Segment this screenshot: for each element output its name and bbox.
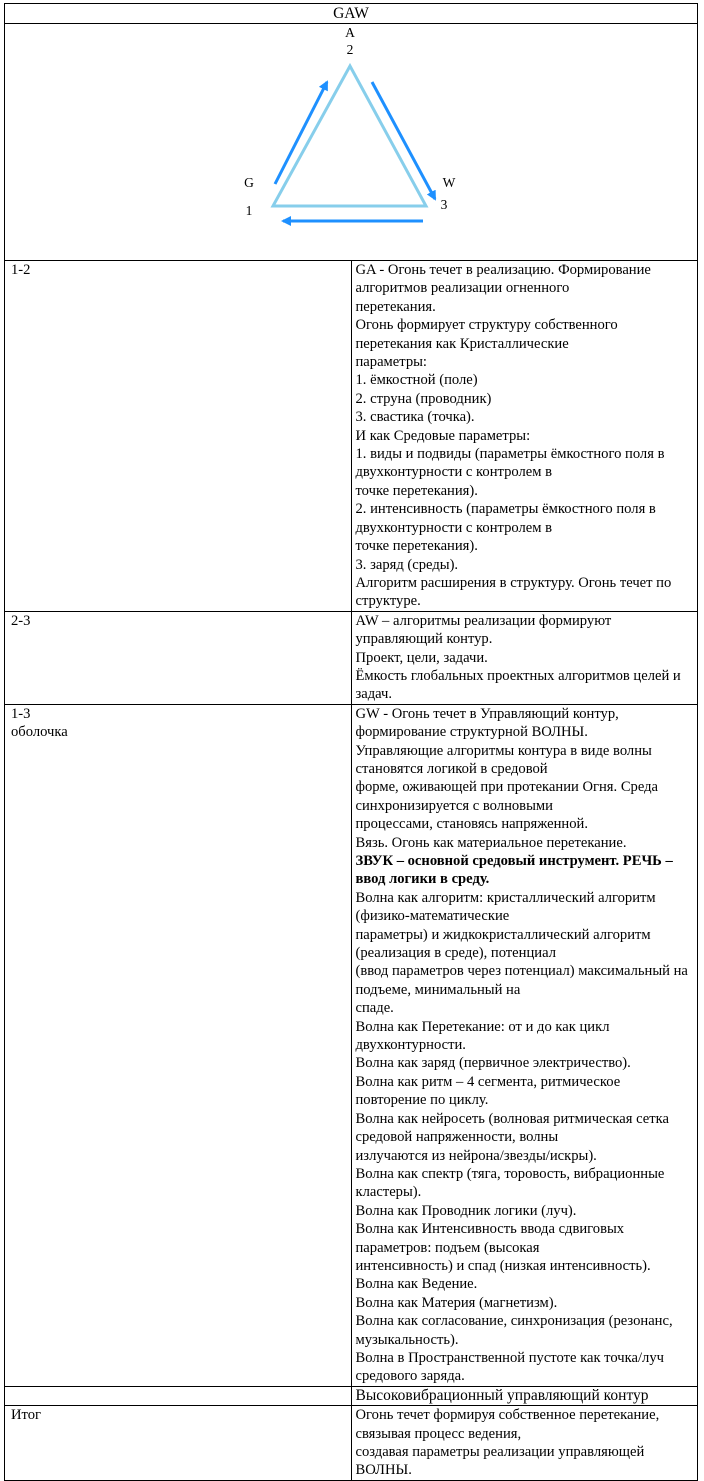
content-line: параметры) и жидкокристаллический алгоритм (реализация в среде), потенциал <box>355 926 651 962</box>
table-row <box>5 1386 698 1405</box>
content-line: И как Средовые параметры: <box>355 427 531 444</box>
title-row <box>5 4 698 24</box>
table-title: GAW <box>5 4 698 24</box>
vertex-a-letter: A <box>345 25 355 40</box>
table-row <box>5 704 698 1386</box>
content-line: перетекания. <box>355 298 436 315</box>
row-label-cell <box>5 261 352 612</box>
row-label: 2-3 <box>11 612 31 629</box>
vertex-g-number: 1 <box>245 203 253 218</box>
content-line: 1. ёмкостной (поле) <box>355 372 478 389</box>
row-content-cell <box>351 704 698 1386</box>
document <box>4 3 698 1481</box>
content-line: Волна как алгоритм: кристаллический алгоритм (физико-математические <box>355 889 656 925</box>
content-line: 2. струна (проводник) <box>355 390 492 407</box>
row-content-cell <box>351 1406 698 1481</box>
content-line: Волна в Пространственной пустоте как точка/луч средового заряда. <box>355 1349 664 1385</box>
row-content-cell <box>351 1386 698 1405</box>
row-label: Итог <box>11 1407 42 1424</box>
content-line: GA - Огонь течет в реализацию. Формирование алгоритмов реализации огненного <box>355 262 651 297</box>
content-line: спаде. <box>355 1000 394 1017</box>
row-label-cell <box>5 704 352 1386</box>
content-line: параметры: <box>355 354 427 371</box>
table-row <box>5 261 698 612</box>
vertex-w-number: 3 <box>440 197 448 212</box>
content-line: Ёмкость глобальных проектных алгоритмов целей и задач. <box>355 667 681 703</box>
content-line: Вязь. Огонь как материальное перетекание. <box>355 834 627 851</box>
vertex-a-number: 2 <box>346 42 354 57</box>
content-line: Высоковибрационный управляющий контур <box>355 1386 649 1404</box>
content-line: Волна как Перетекание: от и до как цикл двухконтурности. <box>355 1018 610 1054</box>
content-line: 1. виды и подвиды (параметры ёмкостного поля в двухконтурности с контролем в <box>355 446 665 481</box>
content-line: точке перетекания). <box>355 538 478 555</box>
content-line: Проект, цели, задачи. <box>355 649 488 666</box>
content-line: Огонь течет формируя собственное перетекание, связывая процесс ведения, <box>355 1407 660 1442</box>
content-line: создавая параметры реализации управляющей ВОЛНЫ. <box>355 1444 645 1479</box>
content-line: Волна как согласование, синхронизация (резонанс, музыкальность). <box>355 1313 673 1348</box>
content-line: Огонь формирует структуру собственного перетекания как Кристаллические <box>355 317 618 352</box>
rows-body <box>5 261 698 1481</box>
content-line: GW - Огонь течет в Управляющий контур, формирование структурной ВОЛНЫ. <box>355 705 619 741</box>
row-label-cell <box>5 1406 352 1481</box>
content-line: 2. интенсивность (параметры ёмкостного поля в двухконтурности с контролем в <box>355 501 656 536</box>
row-label: оболочка <box>11 724 68 741</box>
row-content-cell <box>351 611 698 704</box>
row-label: 1-2 <box>11 262 31 278</box>
content-line: 3. свастика (точка). <box>355 409 475 426</box>
content-line: излучаются из нейрона/звезды/искры). <box>355 1147 597 1164</box>
content-line: 3. заряд (среды). <box>355 556 459 573</box>
diagram-cell <box>5 24 698 261</box>
content-line: Волна как Материя (магнетизм). <box>355 1294 558 1311</box>
content-line: Волна как Проводник логики (луч). <box>355 1202 577 1219</box>
content-line: AW – алгоритмы реализации формируют управляющий контур. <box>355 612 612 648</box>
content-line: Управляющие алгоритмы контура в виде волны становятся логикой в средовой <box>355 742 652 777</box>
gaw-table <box>4 3 698 1481</box>
content-line: точке перетекания). <box>355 482 478 499</box>
table-row <box>5 1406 698 1481</box>
row-label: 1-3 <box>11 705 31 722</box>
content-line: Волна как Интенсивность ввода сдвиговых параметров: подъем (высокая <box>355 1221 625 1256</box>
gaw-triangle-diagram <box>5 24 697 260</box>
content-line: Волна как заряд (первичное электричество). <box>355 1055 631 1072</box>
content-line: Алгоритм расширения в структуру. Огонь течет по структуре. <box>355 574 672 610</box>
content-line: Волна как Ведение. <box>355 1276 478 1293</box>
content-line: интенсивность) и спад (низкая интенсивность). <box>355 1257 651 1274</box>
content-line: Волна как спектр (тяга, торовость, вибрационные кластеры). <box>355 1165 665 1201</box>
diagram-row <box>5 24 698 261</box>
content-line: Волна как нейросеть (волновая ритмическая сетка средовой напряженности, волны <box>355 1110 669 1146</box>
vertex-w-letter: W <box>442 175 456 190</box>
arrow-g-to-a <box>275 82 327 184</box>
row-label-cell <box>5 1386 352 1405</box>
content-line: процессами, становясь напряженной. <box>355 816 588 833</box>
table-row <box>5 611 698 704</box>
row-label-cell <box>5 611 352 704</box>
triangle-shape <box>273 66 426 206</box>
content-line: (ввод параметров через потенциал) максимальный на подъеме, минимальный на <box>355 963 688 998</box>
row-content-cell <box>351 261 698 612</box>
content-line: Волна как ритм – 4 сегмента, ритмическое повторение по циклу. <box>355 1073 621 1109</box>
vertex-g-letter: G <box>244 175 254 190</box>
content-line: форме, оживающей при протекании Огня. Среда синхронизируется с волновыми <box>355 779 659 814</box>
arrow-a-to-w <box>372 82 435 199</box>
content-line: ЗВУК – основной средовый инструмент. РЕЧЬ – ввод логики в среду. <box>355 853 673 888</box>
